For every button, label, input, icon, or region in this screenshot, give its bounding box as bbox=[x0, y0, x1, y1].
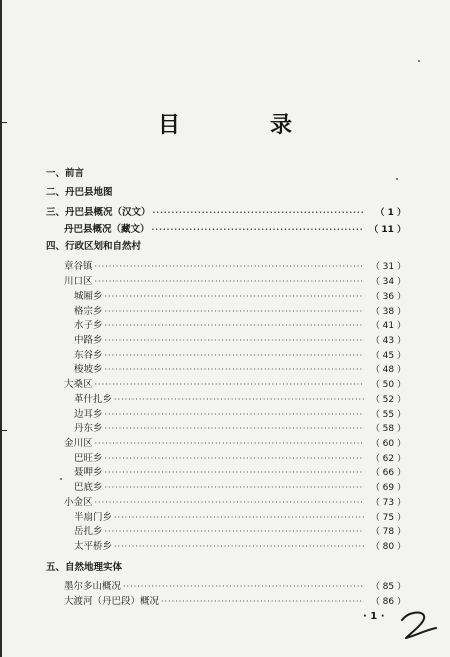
toc-entry-label: 金川区 bbox=[64, 438, 93, 449]
leader-dots bbox=[105, 350, 364, 362]
leader-dots bbox=[105, 306, 364, 318]
toc-entry-label: 东谷乡 bbox=[74, 350, 103, 361]
toc-entry[interactable] bbox=[64, 379, 406, 391]
toc-entry[interactable] bbox=[64, 261, 406, 273]
toc-entry[interactable] bbox=[74, 320, 406, 332]
leader-dots bbox=[105, 467, 364, 479]
toc-entry[interactable] bbox=[46, 206, 406, 219]
toc-entry[interactable] bbox=[74, 350, 406, 362]
toc-entry-page: （ 38 ） bbox=[370, 307, 406, 317]
leader-dots bbox=[105, 364, 364, 376]
toc-entry-label: 边耳乡 bbox=[74, 409, 103, 420]
page-title: 目 录 bbox=[157, 112, 326, 138]
leader-dots bbox=[105, 453, 364, 465]
toc-entry-page: （ 41 ） bbox=[370, 321, 406, 331]
leader-dots bbox=[123, 581, 364, 593]
toc-entry[interactable] bbox=[64, 596, 406, 608]
toc-entry-page: （ 55 ） bbox=[370, 410, 406, 420]
leader-dots bbox=[95, 379, 364, 391]
toc-entry[interactable] bbox=[64, 438, 406, 450]
leader-dots bbox=[152, 223, 364, 235]
scan-speck bbox=[60, 478, 62, 480]
toc-entry-label: 一、前言 bbox=[46, 168, 85, 179]
leader-dots bbox=[114, 394, 364, 406]
toc-entry-label: 格宗乡 bbox=[74, 306, 103, 317]
toc-entry-label: 丹巴县概况（藏文） bbox=[64, 224, 150, 235]
leader-dots bbox=[105, 320, 364, 332]
toc-entry-label: 二、丹巴县地图 bbox=[46, 187, 113, 198]
toc-entry-page: （ 86 ） bbox=[370, 597, 406, 607]
leader-dots bbox=[105, 526, 364, 538]
toc-entry-label: 大渡河（丹巴段）概况 bbox=[64, 596, 160, 607]
toc-entry-label: 聂呷乡 bbox=[74, 467, 103, 478]
toc-entry[interactable] bbox=[74, 394, 406, 406]
toc-entry[interactable] bbox=[74, 306, 406, 318]
toc-entry[interactable] bbox=[46, 241, 406, 253]
leader-dots bbox=[114, 541, 364, 553]
toc-entry-label: 五、自然地理实体 bbox=[46, 562, 123, 573]
page-number: · 1 · bbox=[363, 611, 385, 622]
toc-entry-page: （ 66 ） bbox=[370, 468, 406, 478]
leader-dots bbox=[105, 482, 364, 494]
toc-entry-label: 巴旺乡 bbox=[74, 453, 103, 464]
toc-entry-page: （ 58 ） bbox=[370, 424, 406, 434]
leader-dots bbox=[95, 438, 364, 450]
handwritten-mark-icon bbox=[396, 606, 442, 648]
toc-entry-label: 墨尔多山概况 bbox=[64, 581, 122, 592]
leader-dots bbox=[105, 409, 364, 421]
leader-dots bbox=[114, 512, 364, 524]
toc-entry-label: 水子乡 bbox=[74, 320, 103, 331]
toc-entry-page: （ 50 ） bbox=[370, 380, 406, 390]
toc-entry-page: （ 36 ） bbox=[370, 292, 406, 302]
toc-entry[interactable] bbox=[74, 482, 406, 494]
toc-entry-page: （ 31 ） bbox=[370, 262, 406, 272]
toc-entry-label: 章谷镇 bbox=[64, 261, 93, 272]
toc-entry[interactable] bbox=[74, 512, 406, 524]
leader-dots bbox=[105, 291, 364, 303]
toc-entry-label: 三、丹巴县概况（汉文） bbox=[46, 207, 151, 218]
leader-dots bbox=[95, 276, 364, 288]
toc-entry-label: 半扇门乡 bbox=[74, 512, 113, 523]
toc-entry-label: 大桑区 bbox=[64, 379, 93, 390]
toc-entry[interactable] bbox=[64, 223, 406, 236]
toc-entry-page: （ 1 ） bbox=[375, 208, 406, 218]
toc-entry-label: 四、行政区划和自然村 bbox=[46, 241, 142, 252]
toc-entry[interactable] bbox=[74, 467, 406, 479]
toc-entry[interactable] bbox=[74, 541, 406, 553]
toc-entry[interactable] bbox=[46, 187, 406, 199]
leader-dots bbox=[105, 423, 364, 435]
toc-entry[interactable] bbox=[64, 497, 406, 509]
toc-entry-label: 小金区 bbox=[64, 497, 93, 508]
leader-dots bbox=[153, 206, 364, 218]
toc-entry-label: 革什扎乡 bbox=[74, 394, 113, 405]
leader-dots bbox=[161, 596, 364, 608]
scan-speck bbox=[418, 60, 420, 62]
toc-entry-page: （ 52 ） bbox=[370, 395, 406, 405]
toc-entry-page: （ 73 ） bbox=[370, 498, 406, 508]
toc-entry[interactable] bbox=[74, 409, 406, 421]
toc-entry-page: （ 75 ） bbox=[370, 513, 406, 523]
toc-entry-page: （ 60 ） bbox=[370, 439, 406, 449]
toc-entry-label: 中路乡 bbox=[74, 335, 103, 346]
toc-entry-page: （ 69 ） bbox=[370, 483, 406, 493]
toc-entry[interactable] bbox=[46, 562, 406, 574]
toc-entry-label: 城厢乡 bbox=[74, 291, 103, 302]
toc-entry[interactable] bbox=[46, 168, 406, 180]
toc-entry-page: （ 48 ） bbox=[370, 365, 406, 375]
toc-entry-label: 巴底乡 bbox=[74, 482, 103, 493]
toc-entry[interactable] bbox=[74, 364, 406, 376]
toc-entry-page: （ 45 ） bbox=[370, 351, 406, 361]
toc-entry-label: 梭坡乡 bbox=[74, 364, 103, 375]
toc-entry-page: （ 11 ） bbox=[369, 225, 406, 235]
toc-entry-label: 川口区 bbox=[64, 276, 93, 287]
leader-dots bbox=[105, 335, 364, 347]
toc-entry-label: 岳扎乡 bbox=[74, 526, 103, 537]
toc-entry-label: 丹东乡 bbox=[74, 423, 103, 434]
toc-entry-page: （ 78 ） bbox=[370, 527, 406, 537]
toc-entry-page: （ 43 ） bbox=[370, 336, 406, 346]
toc-entry-label: 太平桥乡 bbox=[74, 541, 113, 552]
toc-entry[interactable] bbox=[64, 276, 406, 288]
toc-entry[interactable] bbox=[74, 291, 406, 303]
toc-entry[interactable] bbox=[74, 453, 406, 465]
toc-entry[interactable] bbox=[74, 335, 406, 347]
leader-dots bbox=[95, 261, 364, 273]
scan-speck bbox=[396, 178, 398, 180]
leader-dots bbox=[95, 497, 364, 509]
toc-entry-page: （ 80 ） bbox=[370, 542, 406, 552]
toc-entry[interactable] bbox=[64, 581, 406, 593]
toc-entry[interactable] bbox=[74, 423, 406, 435]
toc-entry-page: （ 34 ） bbox=[370, 277, 406, 287]
toc-entry-page: （ 62 ） bbox=[370, 454, 406, 464]
toc-entry[interactable] bbox=[74, 526, 406, 538]
toc-entry-page: （ 85 ） bbox=[370, 582, 406, 592]
